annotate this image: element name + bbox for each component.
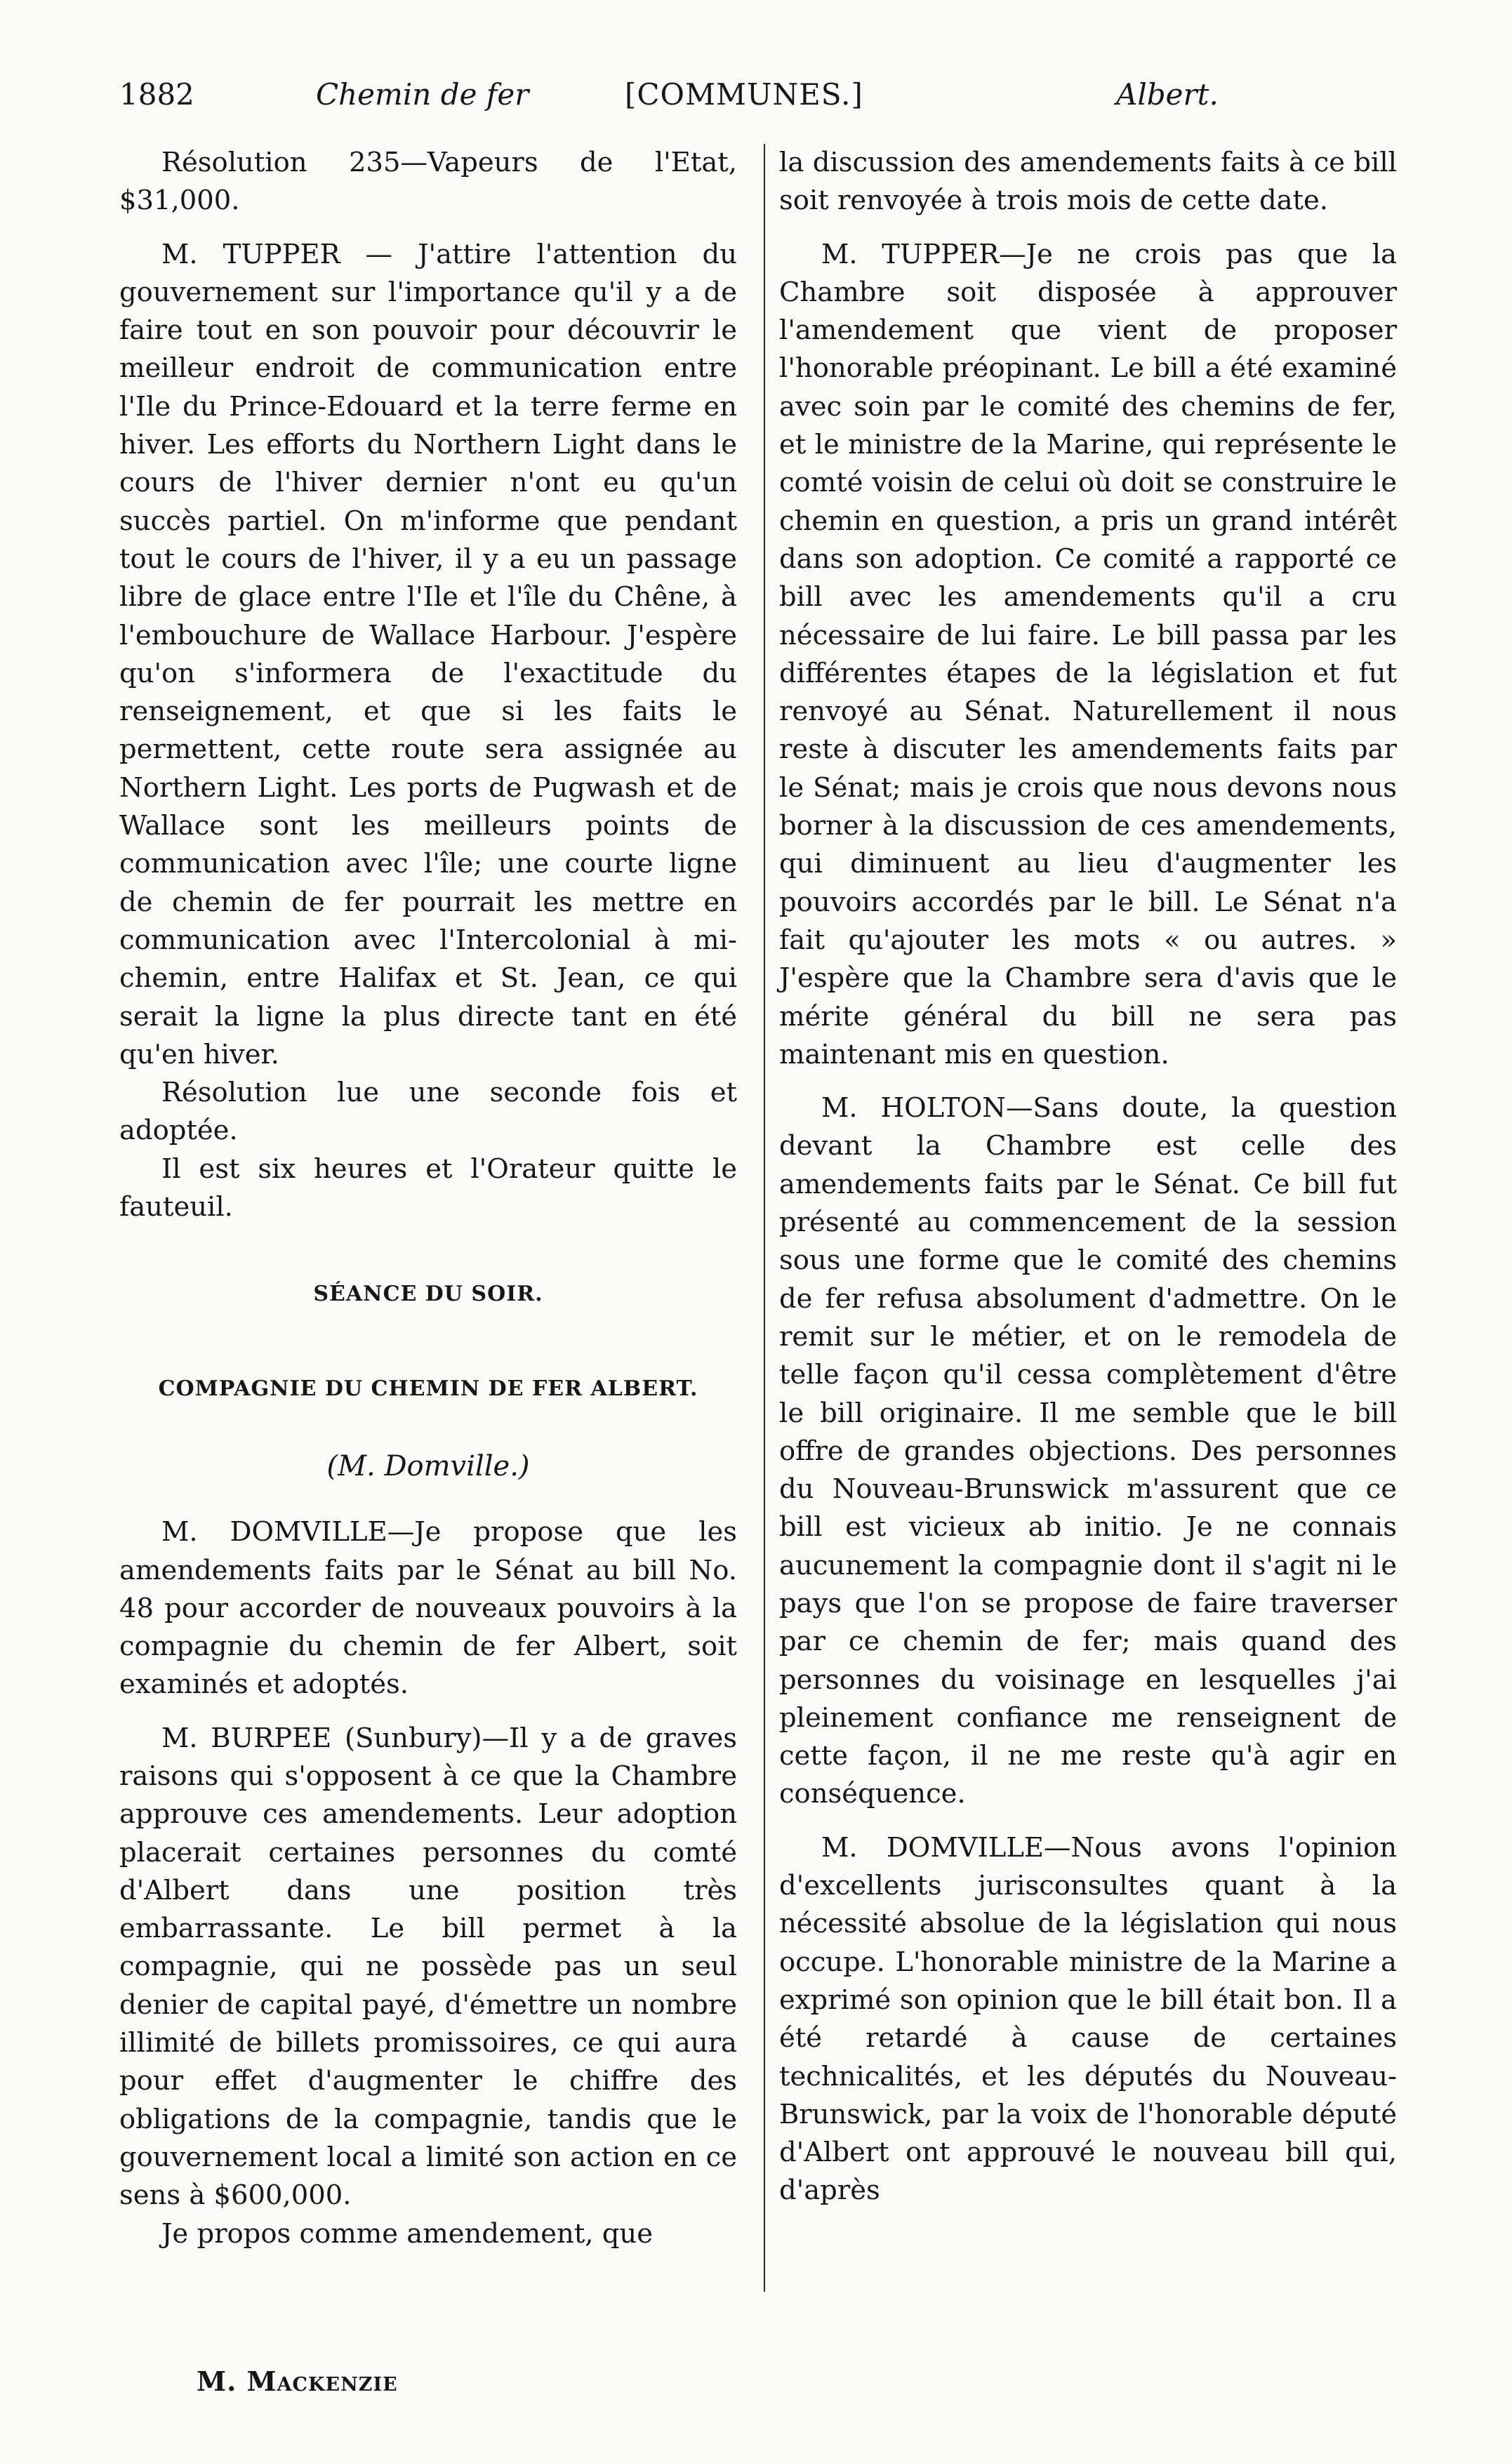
- paragraph: Il est six heures et l'Orateur quitte le fauteuil.: [119, 1153, 737, 1223]
- section-heading: COMPAGNIE DU CHEMIN DE FER ALBERT.: [158, 1376, 698, 1401]
- paragraph: la discussion des amendements faits à ce bill soit renvoyée à trois mois de cette date.: [779, 147, 1397, 217]
- paragraph: M. HOLTON—Sans doute, la question devant la Chambre est celle des amendements faits par le Sénat. Ce bill fut présenté au commencement de la session sous une forme que le comité des chemins de fer refusa absolument d'admettre. On le remit sur le métier, et on le remodela de telle façon qu'il cessa complètement d'être le bill originaire. Il me semble que le bill offre de grandes objections. Des personnes du Nouveau-Brunswick m'assurent que ce bill est vicieux ab initio. Je ne connais aucunement la compagnie dont il s'agit ni le pays que l'on se propose de faire traverser par ce chemin de fer; mais quand des personnes du voisinage en lesquelles j'ai pleinement confiance me renseignent de cette façon, il ne me reste qu'à agir en conséquence.: [779, 1092, 1397, 1810]
- paragraph: Je propos comme amendement, que: [161, 2217, 654, 2250]
- right-column: [779, 144, 1397, 2210]
- paragraph: Résolution 235—Vapeurs de l'Etat, $31,000.: [119, 147, 737, 217]
- running-title: Chemin de fer: [316, 77, 529, 112]
- running-header: [119, 65, 1404, 128]
- section-heading: SÉANCE DU SOIR.: [313, 1282, 543, 1307]
- mover-line: (M. Domville.): [326, 1449, 530, 1482]
- topic-label: Albert.: [1116, 77, 1219, 112]
- paragraph: M. TUPPER—Je ne crois pas que la Chambre soit disposée à approuver l'amendement que vient de proposer l'honorable préopinant. Le bill a été examiné avec soin par le comité des chemins de fer, et le ministre de la Marine, qui représente le comté voisin de celui où doit se construire le chemin en question, a pris un grand intérêt dans son adoption. Ce comité a rapporté ce bill avec les amendements qu'il a cru nécessaire de lui faire. Le bill passa par les différentes étapes de la législation et fut renvoyé au Sénat. Naturellement il nous reste à discuter les amendements faits par le Sénat; mais je crois que nous devons nous borner à la discussion de ces amendements, qui diminuent au lieu d'augmenter les pouvoirs accordés par le bill. Le Sénat n'a fait qu'ajouter les mots « ou autres. » J'espère que la Chambre sera d'avis que le mérite général du bill ne sera pas maintenant mis en question.: [779, 238, 1397, 1070]
- page-number: 1882: [119, 77, 194, 112]
- paragraph: M. BURPEE (Sunbury)—Il y a de graves raisons qui s'opposent à ce que la Chambre approuve ces amendements. Leur adoption placerait certaines personnes du comté d'Albert dans une position très embarrassante. Le bill permet à la compagnie, qui ne possède pas un seul denier de capital payé, d'émettre un nombre illimité de billets promissoires, ce qui aura pour effet d'augmenter le chiffre des obligations de la compagnie, tandis que le gouvernement local a limité son action en ce sens à $600,000.: [119, 1722, 737, 2212]
- paragraph: M. DOMVILLE—Nous avons l'opinion d'excellents jurisconsultes quant à la nécessité absolue de la législation qui nous occupe. L'honorable ministre de la Marine a exprimé son opinion que le bill était bon. Il a été retardé à cause de certaines technicalités, et les députés du Nouveau-Brunswick, par la voix de l'honorable député d'Albert ont approuvé le nouveau bill qui, d'après: [779, 1831, 1397, 2207]
- column-divider: [764, 144, 765, 2292]
- paragraph: M. DOMVILLE—Je propose que les amendements faits par le Sénat au bill No. 48 pour accorder de nouveaux pouvoirs à la compagnie du chemin de fer Albert, soit examinés et adoptés.: [119, 1516, 737, 1701]
- paragraph: M. TUPPER — J'attire l'attention du gouvernement sur l'importance qu'il y a de faire tout en son pouvoir pour découvrir le meilleur endroit de communication entre l'Ile du Prince-Edouard et la terre ferme en hiver. Les efforts du Northern Light dans le cours de l'hiver dernier n'ont eu qu'un succès partiel. On m'informe que pendant tout le cours de l'hiver, il y a eu un passage libre de glace entre l'Ile et l'île du Chêne, à l'embouchure de Wallace Harbour. J'espère qu'on s'informera de l'exactitude du renseignement, et que si les faits le permettent, cette route sera assignée au Northern Light. Les ports de Pugwash et de Wallace sont les meilleurs points de communication avec l'île; une courte ligne de chemin de fer pourrait les mettre en communication avec l'Intercolonial à mi-chemin, entre Halifax et St. Jean, ce qui serait la ligne la plus directe tant en été qu'en hiver.: [119, 238, 737, 1070]
- catchword-text: M. Mackenzie: [197, 2365, 398, 2397]
- catchword: [197, 2365, 398, 2397]
- section-label: [COMMUNES.]: [625, 77, 863, 112]
- paragraph: Résolution lue une seconde fois et adoptée.: [119, 1077, 737, 1147]
- left-column: [119, 144, 737, 2253]
